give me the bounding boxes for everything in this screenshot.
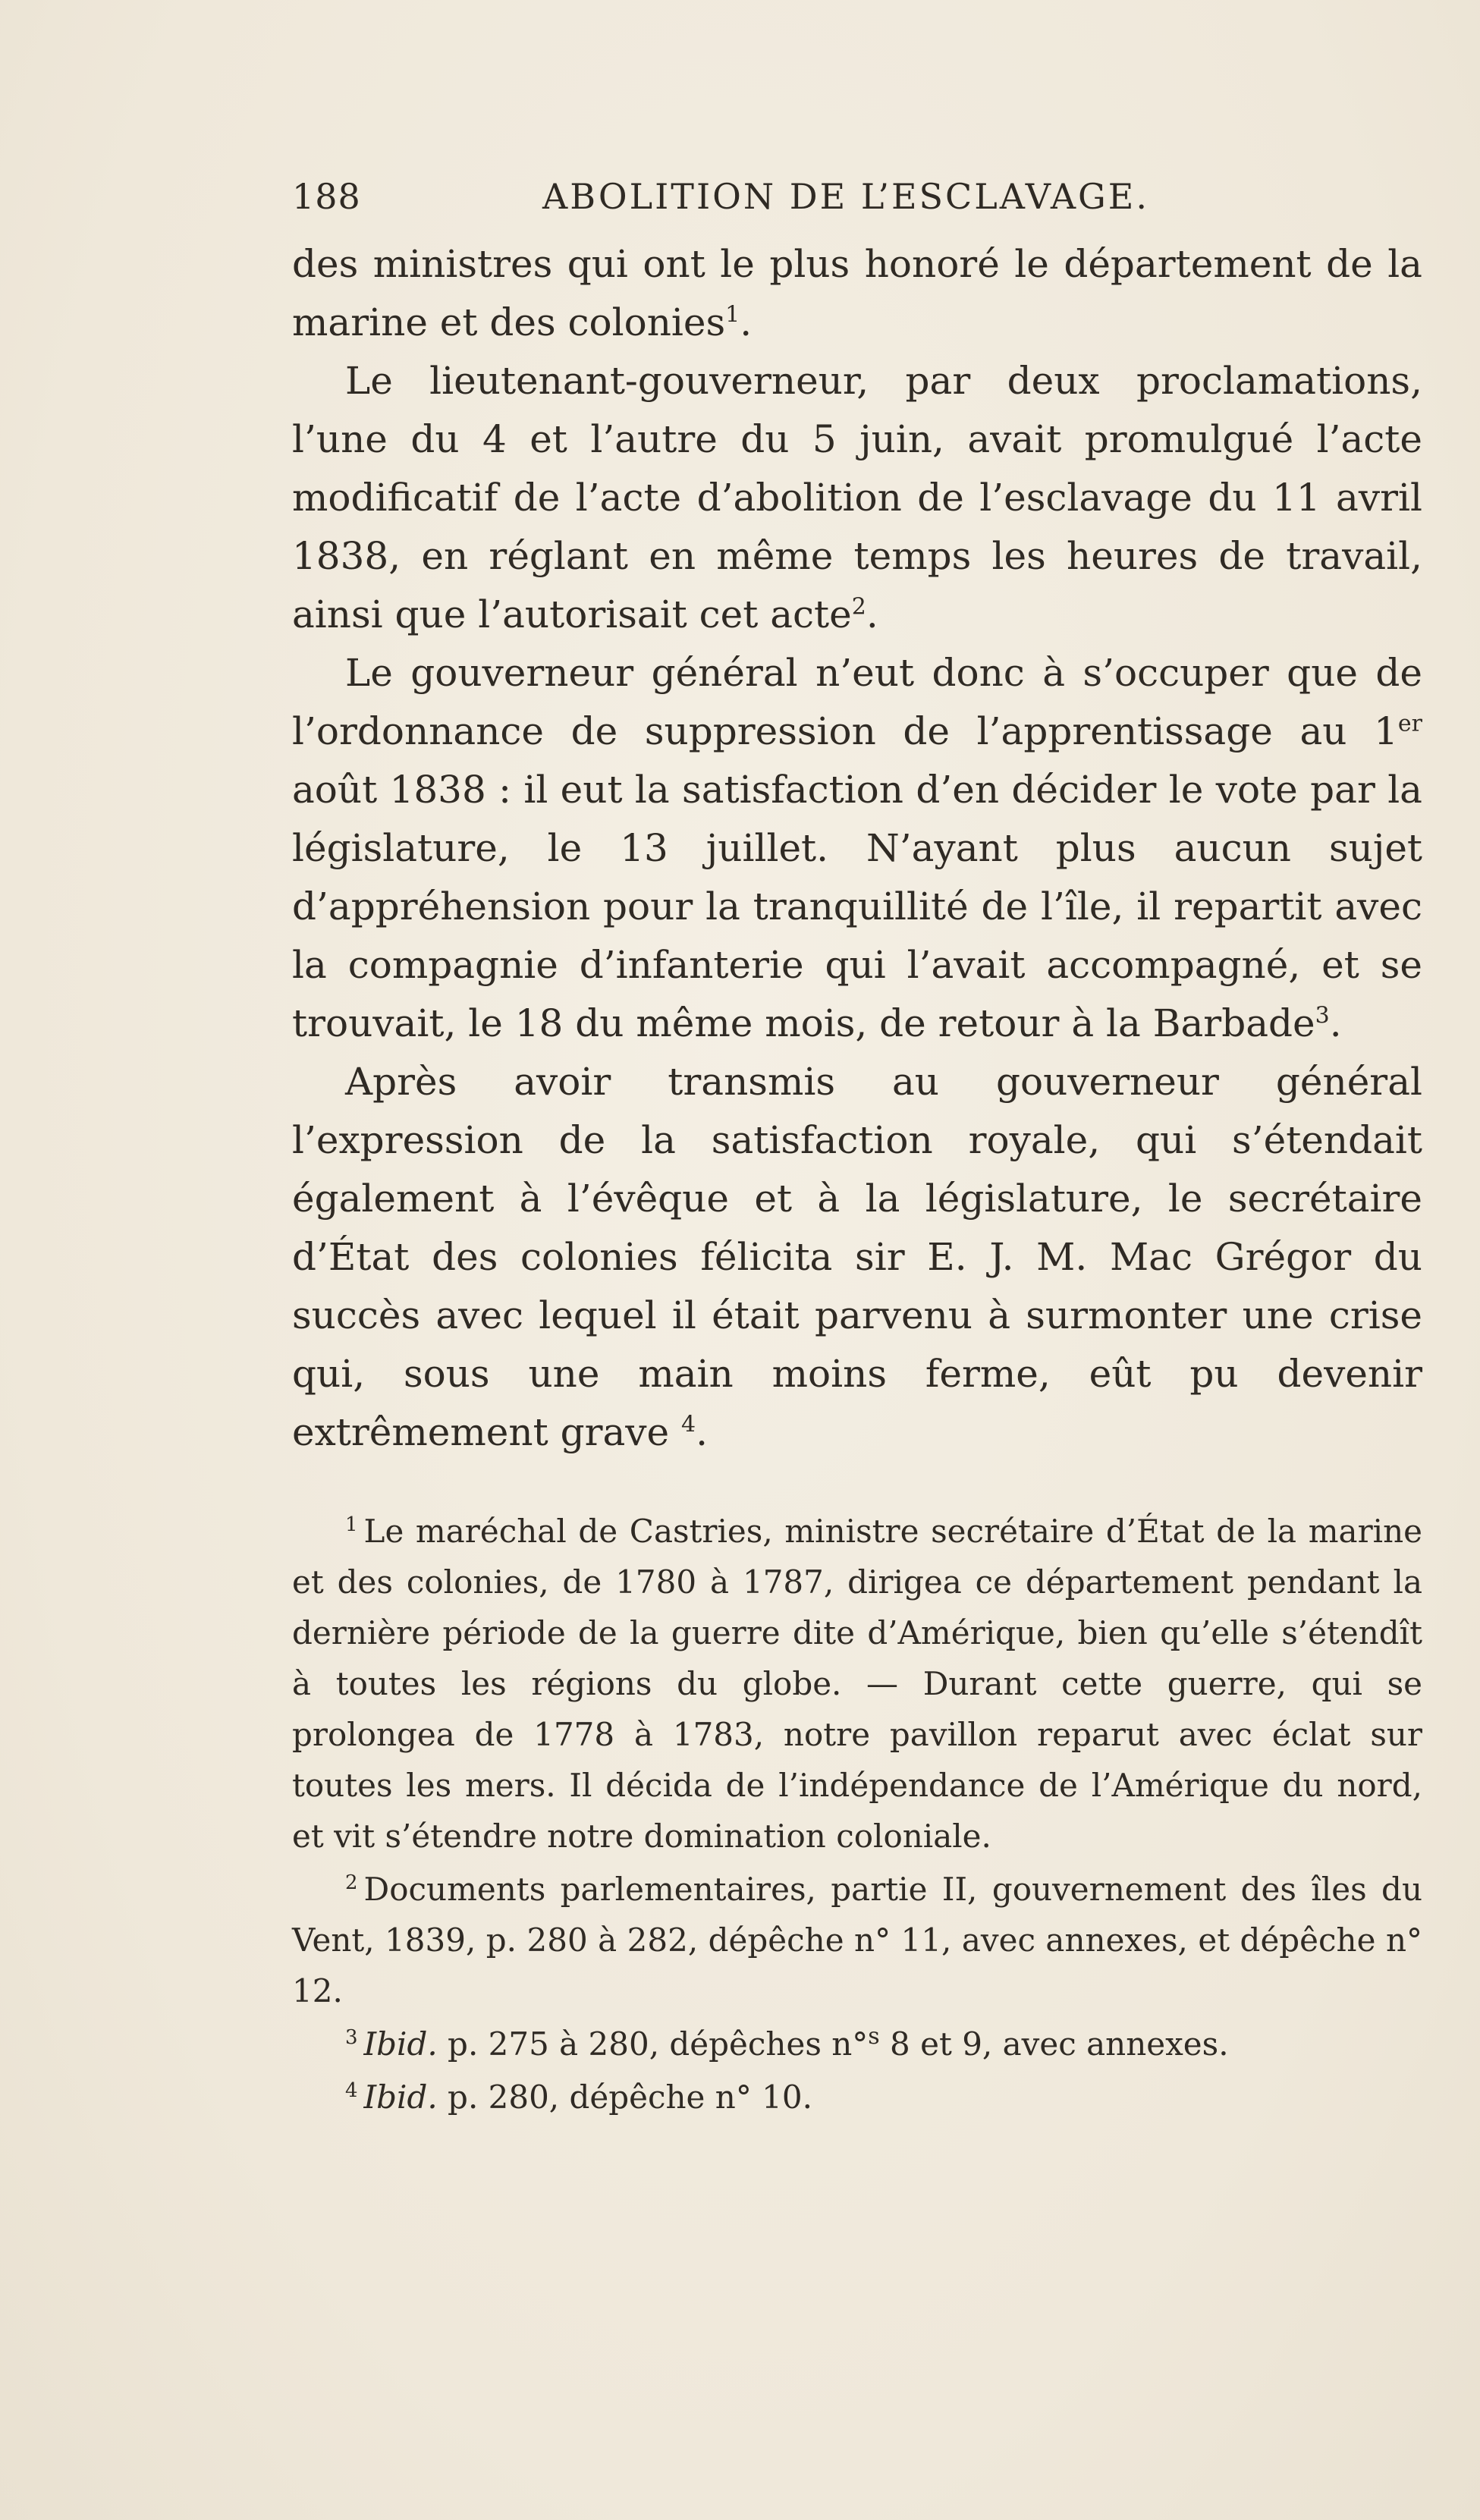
paragraph-2-text: Le lieutenant-gouverneur, par deux proclamations, l’une du 4 et l’autre du 5 juin, avait promulgué l’acte modificatif de l’acte d’abolition de l’esclavage du 11 avril 1838, en réglant en même temps les heures de travail, ainsi que l’autorisait cet acte <box>292 359 1422 636</box>
footnote-1-text: Le maréchal de Castries, ministre secrétaire d’État de la marine et des colonies, de 1780 à 1787, dirigea ce département pendant la dernière période de la guerre dite d’Amérique, bien qu’elle s’étendît à toutes les régions du globe. — Durant cette guerre, qui se prolongea de 1778 à 1783, notre pavillon reparut avec éclat sur toutes les mers. Il décida de l’indépendance de l’Amérique du nord, et vit s’étendre notre domination coloniale. <box>292 1513 1422 1855</box>
paragraph-4-text: Après avoir transmis au gouverneur général l’expression de la satisfaction royale, qui s’étendait également à l’évêque et à la législature, le secrétaire d’État des colonies félicita sir E. J. M. Mac Grégor du succès avec lequel il était parvenu à surmonter une crise qui, sous une main moins ferme, eût pu devenir extrêmement grave <box>292 1060 1422 1454</box>
page-header <box>292 176 1195 222</box>
paragraph-2-end: . <box>866 592 878 636</box>
footnote-mark-2: 2 <box>345 1871 358 1894</box>
footnote-4 <box>292 2072 1422 2123</box>
paragraph-3-end: . <box>1329 1001 1342 1045</box>
footnote-mark-3: 3 <box>345 2026 358 2049</box>
footnote-mark-1: 1 <box>345 1513 358 1536</box>
footnote-3 <box>292 2019 1422 2069</box>
footnote-3-superscript: s <box>868 2023 880 2050</box>
paragraph-3 <box>292 644 1422 1053</box>
footnote-ref-3: 3 <box>1315 1002 1330 1029</box>
running-title: ABOLITION DE L’ESCLAVAGE. <box>542 176 1149 217</box>
paragraph-4 <box>292 1053 1422 1462</box>
footnotes <box>292 1506 1422 2123</box>
paragraph-1 <box>292 235 1422 352</box>
footnote-4-text: p. 280, dépêche n° 10. <box>437 2079 812 2116</box>
paragraph-1-text: des ministres qui ont le plus honoré le département de la marine et des colonies <box>292 242 1422 344</box>
page-number: 188 <box>292 176 361 217</box>
superscript-er: er <box>1397 710 1422 737</box>
footnote-4-ibid: Ibid. <box>363 2079 438 2116</box>
paragraph-4-end: . <box>696 1410 709 1454</box>
footnote-ref-4: 4 <box>681 1411 696 1438</box>
footnote-3-ibid: Ibid. <box>363 2025 438 2063</box>
footnote-2 <box>292 1864 1422 2016</box>
paragraph-3-text-a: Le gouverneur général n’eut donc à s’occuper que de l’ordonnance de suppression de l’apprentissage au 1 <box>292 651 1422 753</box>
paragraph-2 <box>292 352 1422 644</box>
footnote-3-text: p. 275 à 280, dépêches n° <box>437 2025 869 2063</box>
footnote-3-text-b: 8 et 9, avec annexes. <box>879 2025 1229 2063</box>
paragraph-3-text-b: août 1838 : il eut la satisfaction d’en décider le vote par la législature, le 13 juillet. N’ayant plus aucun sujet d’appréhension pour la tranquillité de l’île, il repartit avec la compagnie d’infanterie qui l’avait accompagné, et se trouvait, le 18 du même mois, de retour à la Barbade <box>292 768 1422 1045</box>
footnote-mark-4: 4 <box>345 2079 358 2102</box>
footnote-2-text: Documents parlementaires, partie II, gouvernement des îles du Vent, 1839, p. 280 à 282, dépêche n° 11, avec annexes, et dépêche n° 12. <box>292 1871 1422 2009</box>
footnote-ref-1: 1 <box>725 301 740 328</box>
paragraph-1-end: . <box>740 300 753 344</box>
body-text <box>292 235 1422 1462</box>
footnote-ref-2: 2 <box>851 593 866 621</box>
footnote-1 <box>292 1506 1422 1862</box>
